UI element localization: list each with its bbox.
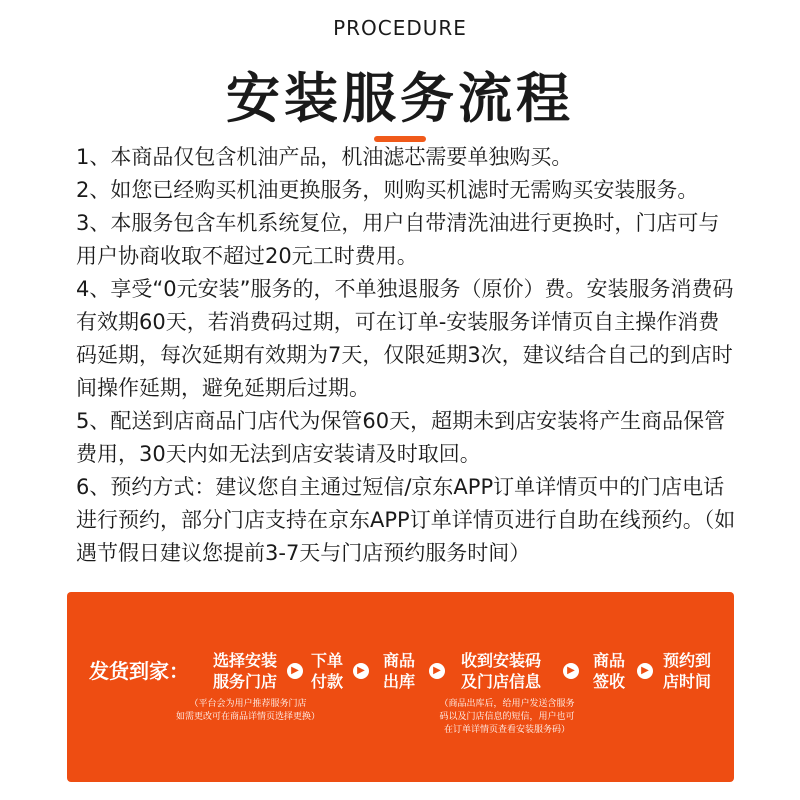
step-line: 收到安装码 xyxy=(460,651,541,670)
step-book-time xyxy=(657,650,717,692)
step-line: 付款 xyxy=(310,672,343,691)
service-rules xyxy=(76,141,736,570)
rule-2: 2、如您已经购买机油更换服务，则购买机滤时无需购买安装服务。 xyxy=(76,178,699,202)
step-line: 预约到 xyxy=(662,651,711,670)
arrow-right-icon: ▶ xyxy=(637,663,653,679)
step-place-order xyxy=(307,650,347,692)
arrow-right-icon: ▶ xyxy=(429,663,445,679)
rule-4: 4、享受“0元安装”服务的，不单独退服务（原价）费。安装服务消费码有效期60天，若消费码过期，可在订单-安装服务详情页自主操作消费码延期，每次延期有效期为7天，仅限延期3次，建议结合自己的到店时间操作延期，避免延期后过期。 xyxy=(76,277,734,400)
rule-6: 6、预约方式：建议您自主通过短信/京东APP订单详情页中的门店电话进行预约，部分门店支持在京东APP订单详情页进行自助在线预约。（如遇节假日建议您提前3-7天与门店预约服务时间） xyxy=(76,475,736,565)
note-store-recommend xyxy=(153,698,343,724)
delivery-flow-panel xyxy=(67,592,734,782)
page-title: 安装服务流程 xyxy=(226,67,574,130)
step-line: 商品 xyxy=(382,651,415,670)
step-line: 签收 xyxy=(592,672,625,691)
arrow-right-icon: ▶ xyxy=(563,663,579,679)
arrow-right-icon: ▶ xyxy=(287,663,303,679)
step-line: 商品 xyxy=(592,651,625,670)
rule-5: 5、配送到店商品门店代为保管60天，超期未到店安装将产生商品保管费用，30天内如无法到店安装请及时取回。 xyxy=(76,409,726,466)
step-line: 下单 xyxy=(310,651,343,670)
flow-label: 发货到家： xyxy=(89,659,189,683)
step-receive-code xyxy=(453,650,549,692)
arrow-right-icon: ▶ xyxy=(353,663,369,679)
note-line: 在订单详情页查看安装服务码） xyxy=(443,725,570,735)
note-line: 如需更改可在商品详情页选择更换） xyxy=(175,712,320,722)
step-dispatch xyxy=(377,650,421,692)
rule-1: 1、本商品仅包含机油产品，机油滤芯需要单独购买。 xyxy=(76,145,573,169)
rule-3: 3、本服务包含车机系统复位，用户自带清洗油进行更换时，门店可与用户协商收取不超过20元工时费用。 xyxy=(76,211,720,268)
note-sms-code xyxy=(417,698,597,737)
eyebrow-procedure: PROCEDURE xyxy=(333,16,467,40)
step-line: 及门店信息 xyxy=(460,672,541,691)
note-line: 码以及门店信息的短信，用户也可 xyxy=(439,712,575,722)
step-line: 选择安装 xyxy=(212,651,277,670)
step-line: 服务门店 xyxy=(212,672,277,691)
note-line: （商品出库后，给用户发送含服务 xyxy=(439,699,575,709)
step-sign xyxy=(587,650,631,692)
step-choose-store xyxy=(207,650,283,692)
step-line: 出库 xyxy=(382,672,415,691)
step-line: 店时间 xyxy=(662,672,711,691)
note-line: （平台会为用户推荐服务门店 xyxy=(189,699,307,709)
